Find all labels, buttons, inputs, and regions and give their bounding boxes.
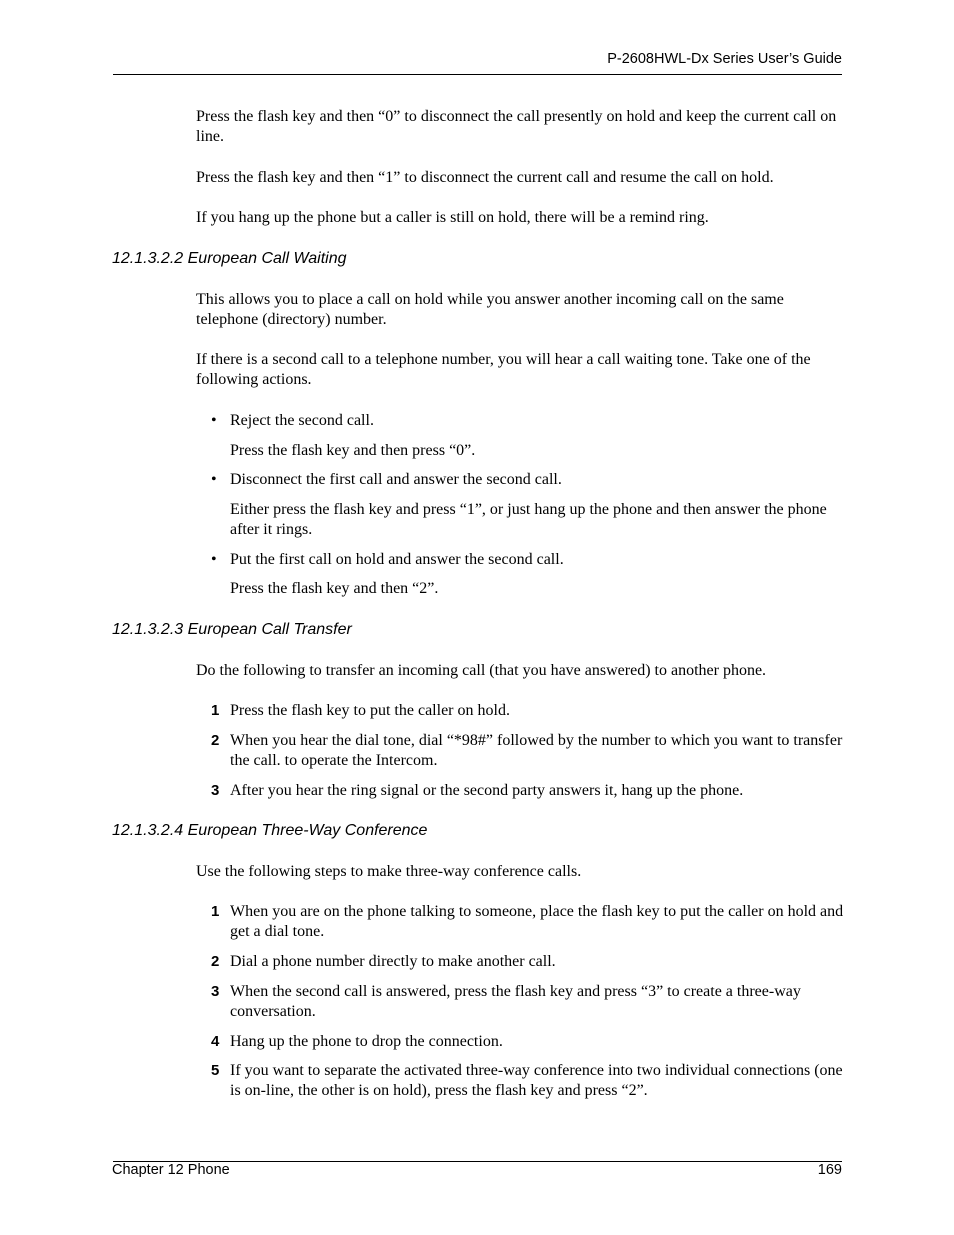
- body-paragraph: Do the following to transfer an incoming call (that you have answered) to another phone.: [196, 662, 767, 679]
- header-rule: [113, 74, 842, 75]
- step-number: 3: [211, 782, 220, 799]
- step-text: When you are on the phone talking to someone, place the flash key to put the caller on hold and get a dial tone.: [230, 903, 844, 940]
- bullet-marker: •: [211, 412, 217, 429]
- page-number: 169: [817, 1162, 842, 1178]
- running-header-title: P-2608HWL-Dx Series User’s Guide: [607, 51, 842, 67]
- step-text: When you hear the dial tone, dial “*98#” followed by the number to which you want to transfer the call. to operate the Intercom.: [230, 732, 843, 769]
- step-text: Dial a phone number directly to make another call.: [230, 953, 556, 970]
- step-number: 2: [211, 953, 220, 970]
- section-heading-three-way-conference: 12.1.3.2.4 European Three-Way Conference: [112, 822, 428, 839]
- body-paragraph: This allows you to place a call on hold while you answer another incoming call on the same telephone (directory) number.: [196, 291, 784, 328]
- step-number: 4: [211, 1033, 220, 1050]
- intro-paragraph: If you hang up the phone but a caller is still on hold, there will be a remind ring.: [196, 209, 709, 226]
- bullet-detail: Press the flash key and then “2”.: [230, 580, 439, 597]
- bullet-detail: Press the flash key and then press “0”.: [230, 442, 476, 459]
- intro-paragraph: Press the flash key and then “0” to disconnect the call presently on hold and keep the current call on line.: [196, 108, 837, 145]
- step-text: Hang up the phone to drop the connection.: [230, 1033, 503, 1050]
- body-paragraph: Use the following steps to make three-way conference calls.: [196, 863, 582, 880]
- section-heading-call-waiting: 12.1.3.2.2 European Call Waiting: [112, 250, 347, 267]
- intro-paragraph: Press the flash key and then “1” to disconnect the current call and resume the call on hold.: [196, 169, 774, 186]
- step-number: 3: [211, 983, 220, 1000]
- bullet-marker: •: [211, 471, 217, 488]
- bullet-item: Disconnect the first call and answer the second call.: [230, 471, 562, 488]
- bullet-item: Reject the second call.: [230, 412, 374, 429]
- step-text: After you hear the ring signal or the second party answers it, hang up the phone.: [230, 782, 744, 799]
- bullet-item: Put the first call on hold and answer the second call.: [230, 551, 564, 568]
- footer-chapter: Chapter 12 Phone: [112, 1162, 230, 1178]
- step-number: 2: [211, 732, 220, 749]
- step-number: 1: [211, 702, 220, 719]
- step-number: 5: [211, 1062, 220, 1079]
- step-text: Press the flash key to put the caller on hold.: [230, 702, 510, 719]
- bullet-marker: •: [211, 551, 217, 568]
- body-paragraph: If there is a second call to a telephone number, you will hear a call waiting tone. Take one of the following actions.: [196, 351, 811, 388]
- step-number: 1: [211, 903, 220, 920]
- step-text: If you want to separate the activated three-way conference into two individual connections (one is on-line, the other is on hold), press the flash key and press “2”.: [230, 1062, 843, 1099]
- step-text: When the second call is answered, press the flash key and press “3” to create a three-way conversation.: [230, 983, 801, 1020]
- section-heading-call-transfer: 12.1.3.2.3 European Call Transfer: [112, 621, 352, 638]
- bullet-detail: Either press the flash key and press “1”, or just hang up the phone and then answer the phone after it rings.: [230, 501, 827, 538]
